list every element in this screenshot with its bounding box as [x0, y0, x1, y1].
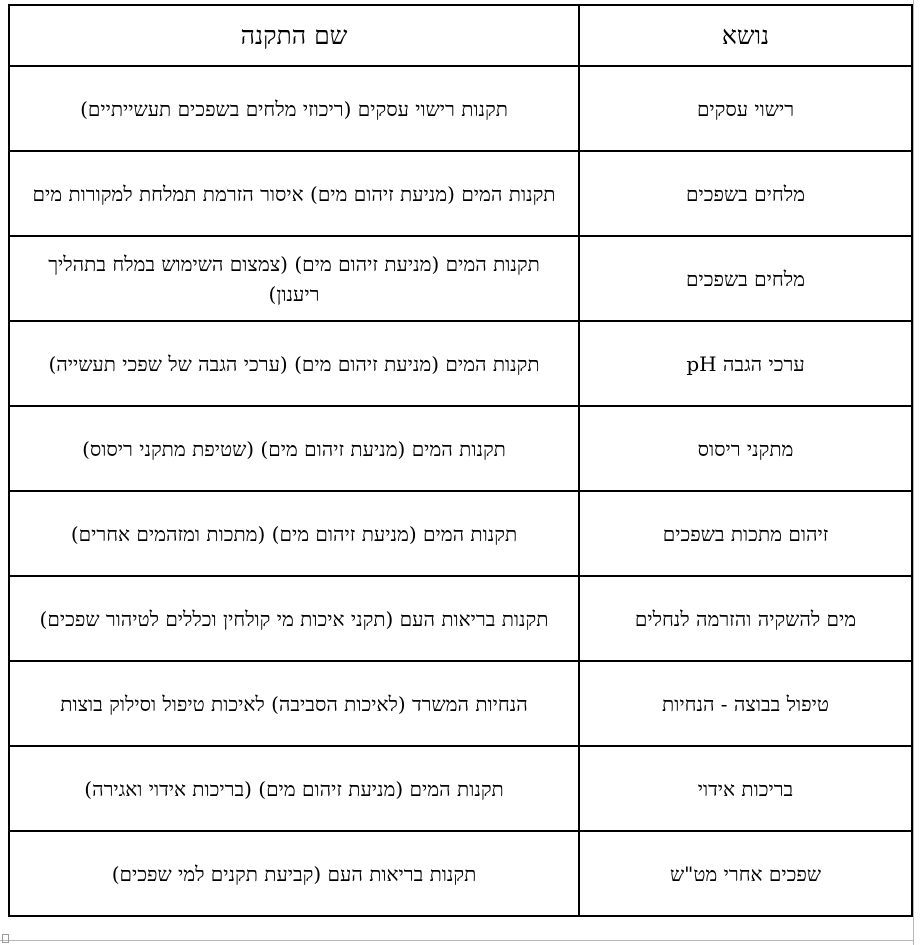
topic-cell: טיפול בבוצה - הנחיות	[579, 661, 912, 746]
page-margin-line-right	[913, 0, 914, 945]
topic-cell: רישוי עסקים	[579, 66, 912, 151]
table-row	[9, 66, 912, 151]
regulation-name-cell: הנחיות המשרד (לאיכות הסביבה) לאיכות טיפול וסילוק בוצות	[9, 661, 579, 746]
regulation-name-cell: תקנות המים (מניעת זיהום מים) (בריכות אידוי ואגירה)	[9, 746, 579, 831]
regulation-name-cell: תקנות המים (מניעת זיהום מים) (ערכי הגבה של שפכי תעשייה)	[9, 321, 579, 406]
table-row	[9, 406, 912, 491]
topic-cell: זיהום מתכות בשפכים	[579, 491, 912, 576]
topic-cell: מתקני ריסוס	[579, 406, 912, 491]
regulations-table	[8, 4, 913, 917]
regulation-name-cell: תקנות המים (מניעת זיהום מים) איסור הזרמת תמלחת למקורות מים	[9, 151, 579, 236]
regulation-name-cell: תקנות רישוי עסקים (ריכוזי מלחים בשפכים תעשייתיים)	[9, 66, 579, 151]
topic-cell: מים להשקיה והזרמה לנחלים	[579, 576, 912, 661]
header-regulation-name: שם התקנה	[9, 5, 579, 66]
table-row	[9, 321, 912, 406]
table-row	[9, 661, 912, 746]
table-row	[9, 151, 912, 236]
table-row	[9, 236, 912, 321]
table-header-row	[9, 5, 912, 66]
topic-cell: מלחים בשפכים	[579, 151, 912, 236]
header-topic: נושא	[579, 5, 912, 66]
regulation-name-cell: תקנות המים (מניעת זיהום מים) (מתכות ומזהמים אחרים)	[9, 491, 579, 576]
table-row	[9, 491, 912, 576]
topic-cell: בריכות אידוי	[579, 746, 912, 831]
regulation-name-cell: תקנות המים (מניעת זיהום מים) (צמצום השימוש במלח בתהליך ריענון)	[9, 236, 579, 321]
topic-cell: שפכים אחרי מט"ש	[579, 831, 912, 916]
topic-cell: ערכי הגבה pH	[579, 321, 912, 406]
table-row	[9, 576, 912, 661]
page-margin-line-bottom	[0, 940, 913, 941]
table-row	[9, 746, 912, 831]
topic-cell: מלחים בשפכים	[579, 236, 912, 321]
table-row	[9, 831, 912, 916]
regulation-name-cell: תקנות בריאות העם (קביעת תקנים למי שפכים)	[9, 831, 579, 916]
regulation-name-cell: תקנות בריאות העם (תקני איכות מי קולחין וכללים לטיהור שפכים)	[9, 576, 579, 661]
paragraph-mark-icon	[2, 934, 9, 943]
regulation-name-cell: תקנות המים (מניעת זיהום מים) (שטיפת מתקני ריסוס)	[9, 406, 579, 491]
